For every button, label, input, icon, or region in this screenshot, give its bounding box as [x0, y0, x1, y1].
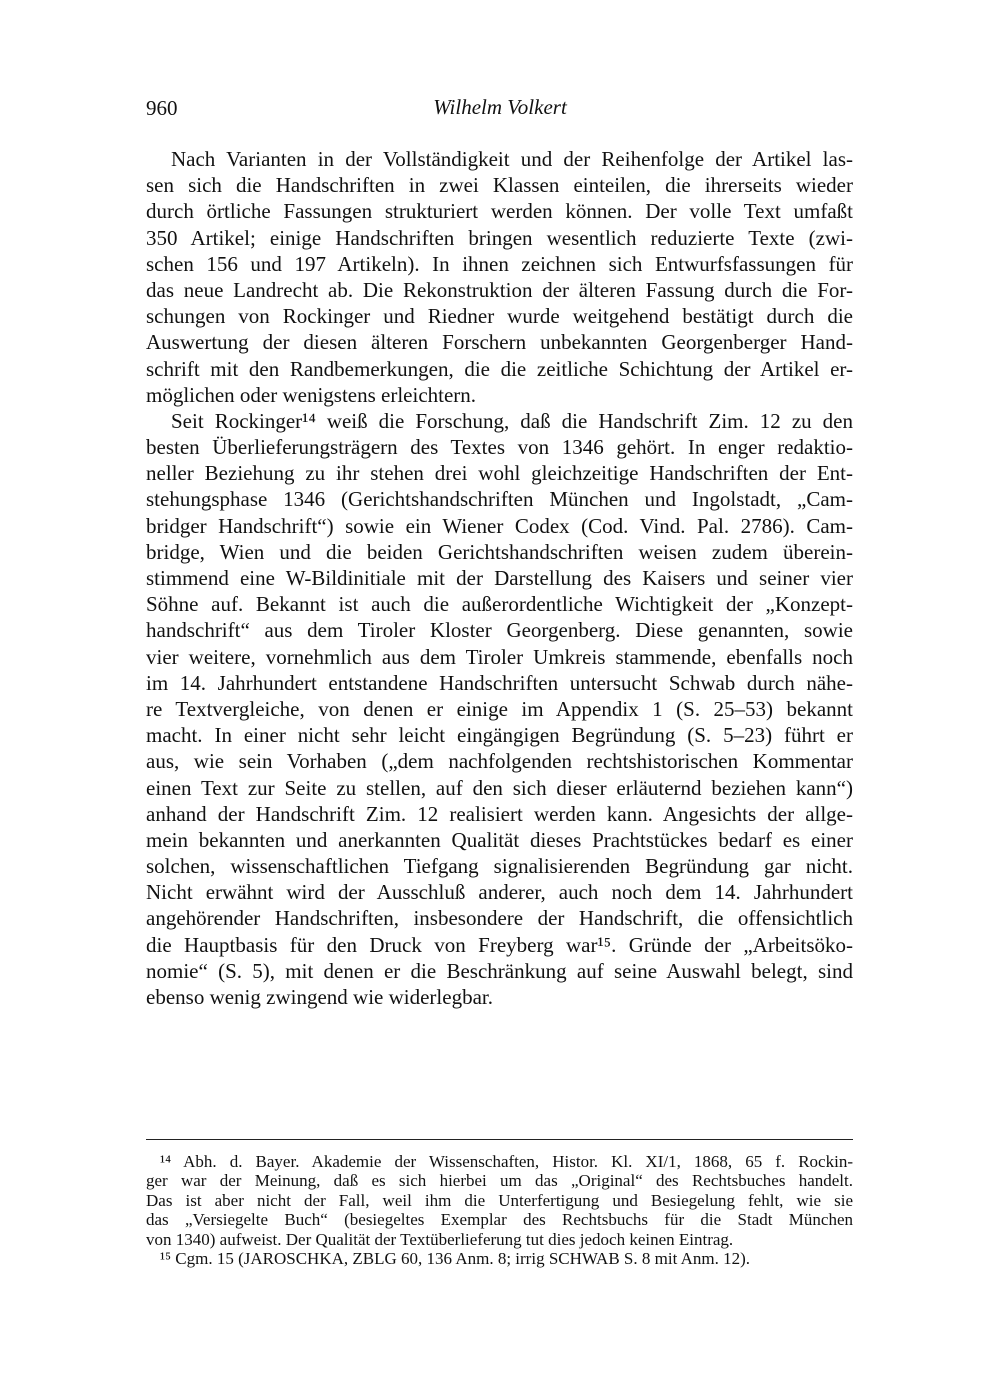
text-line: durch örtliche Fassungen strukturiert werden können. Der volle Text umfaßt	[146, 199, 853, 224]
text-line: Seit Rockinger¹⁴ weiß die Forschung, daß die Handschrift Zim. 12 zu den	[171, 408, 853, 433]
text-line: besten Überlieferungsträgern des Textes von 1346 gehört. In enger redaktio-	[146, 435, 853, 460]
text-line: 350 Artikel; einige Handschriften bringen wesentlich reduzierte Texte (zwi-	[146, 225, 853, 250]
footnote-line: ¹⁴ Abh. d. Bayer. Akademie der Wissenschaften, Histor. Kl. XI/1, 1868, 65 f. Rockin-	[160, 1152, 853, 1171]
text-line: Nach Varianten in der Vollständigkeit und der Reihenfolge der Artikel las-	[171, 147, 853, 171]
text-line: bridger Handschrift“) sowie ein Wiener Codex (Cod. Vind. Pal. 2786). Cam-	[146, 513, 853, 538]
text-line: ebenso wenig zwingend wie widerlegbar.	[146, 985, 493, 1009]
text-line: mein bekannten und anerkannten Qualität dieses Prachtstückes bedarf es einer	[146, 827, 853, 852]
text-line: Söhne auf. Bekannt ist auch die außerordentliche Wichtigkeit der „Konzept-	[146, 592, 853, 617]
page-number: 960	[146, 96, 178, 120]
text-line: anhand der Handschrift Zim. 12 realisiert werden kann. Angesichts der allge-	[146, 801, 853, 826]
text-line: bridge, Wien und die beiden Gerichtshandschriften weisen zudem überein-	[146, 539, 853, 564]
footnote-line: ger war der Meinung, daß es sich hierbei um das „Original“ des Rechtsbuches handelt.	[146, 1171, 853, 1191]
text-line: möglichen oder wenigstens erleichtern.	[146, 382, 477, 407]
body-text	[146, 146, 853, 1010]
text-line: vier weitere, vornehmlich aus dem Tiroler Umkreis stammende, ebenfalls noch	[146, 644, 853, 669]
text-line: im 14. Jahrhundert entstandene Handschriften untersucht Schwab durch nähe-	[146, 670, 853, 695]
text-line: Auswertung der diesen älteren Forschern unbekannten Georgenberger Hand-	[146, 330, 853, 355]
footnote-line: ¹⁵ Cgm. 15 (JAROSCHKA, ZBLG 60, 136 Anm. 8; irrig SCHWAB S. 8 mit Anm. 12).	[160, 1248, 751, 1268]
text-line: angehörender Handschriften, insbesondere der Handschrift, die offensichtlich	[146, 906, 853, 931]
text-line: neller Beziehung zu ihr stehen drei wohl gleichzeitige Handschriften der Ent-	[146, 461, 853, 486]
text-line: schungen von Rockinger und Riedner wurde weitgehend bestätigt durch die	[146, 304, 853, 329]
footnotes	[146, 1152, 853, 1268]
text-line: re Textvergleiche, von denen er einige im Appendix 1 (S. 25–53) bekannt	[146, 696, 853, 721]
text-line: schen 156 und 197 Artikeln). In ihnen zeichnen sich Entwurfsfassungen für	[146, 251, 853, 276]
footnote-line: Das ist aber nicht der Fall, weil ihm die Unterfertigung und Besiegelung fehlt, wie sie	[146, 1190, 853, 1210]
text-line: handschrift“ aus dem Tiroler Kloster Georgenberg. Diese genannten, sowie	[146, 618, 853, 643]
text-line: das neue Landrecht ab. Die Rekonstruktion der älteren Fassung durch die For-	[146, 277, 853, 302]
text-line: sen sich die Handschriften in zwei Klassen einteilen, die ihrerseits wieder	[146, 173, 853, 198]
footnote-line: das „Versiegelte Buch“ (besiegeltes Exemplar des Rechtsbuchs für die Stadt München	[146, 1210, 853, 1230]
text-line: macht. In einer nicht sehr leicht eingängigen Begründung (S. 5–23) führt er	[146, 723, 853, 748]
text-line: die Hauptbasis für den Druck von Freyberg war¹⁵. Gründe der „Arbeitsöko-	[146, 932, 853, 957]
footnote-divider	[146, 1139, 853, 1140]
text-line: stehungsphase 1346 (Gerichtshandschriften München und Ingolstadt, „Cam-	[146, 487, 853, 512]
text-line: aus, wie sein Vorhaben („dem nachfolgenden rechtshistorischen Kommentar	[146, 749, 853, 774]
text-line: stimmend eine W-Bildinitiale mit der Darstellung des Kaisers und seiner vier	[146, 566, 853, 590]
text-line: einen Text zur Seite zu stellen, auf den sich dieser erläuternd beziehen kann“)	[146, 775, 853, 800]
running-head-author: Wilhelm Volkert	[433, 95, 567, 119]
text-line: Nicht erwähnt wird der Ausschluß anderer, auch noch dem 14. Jahrhundert	[146, 880, 853, 905]
text-line: nomie“ (S. 5), mit denen er die Beschränkung auf seine Auswahl belegt, sind	[146, 958, 853, 983]
text-line: solchen, wissenschaftlichen Tiefgang signalisierenden Begründung gar nicht.	[146, 854, 853, 879]
text-line: schrift mit den Randbemerkungen, die die zeitliche Schichtung der Artikel er-	[146, 356, 853, 381]
footnote-line: von 1340) aufweist. Der Qualität der Textüberlieferung tut dies jedoch keinen Eintrag.	[146, 1229, 734, 1249]
